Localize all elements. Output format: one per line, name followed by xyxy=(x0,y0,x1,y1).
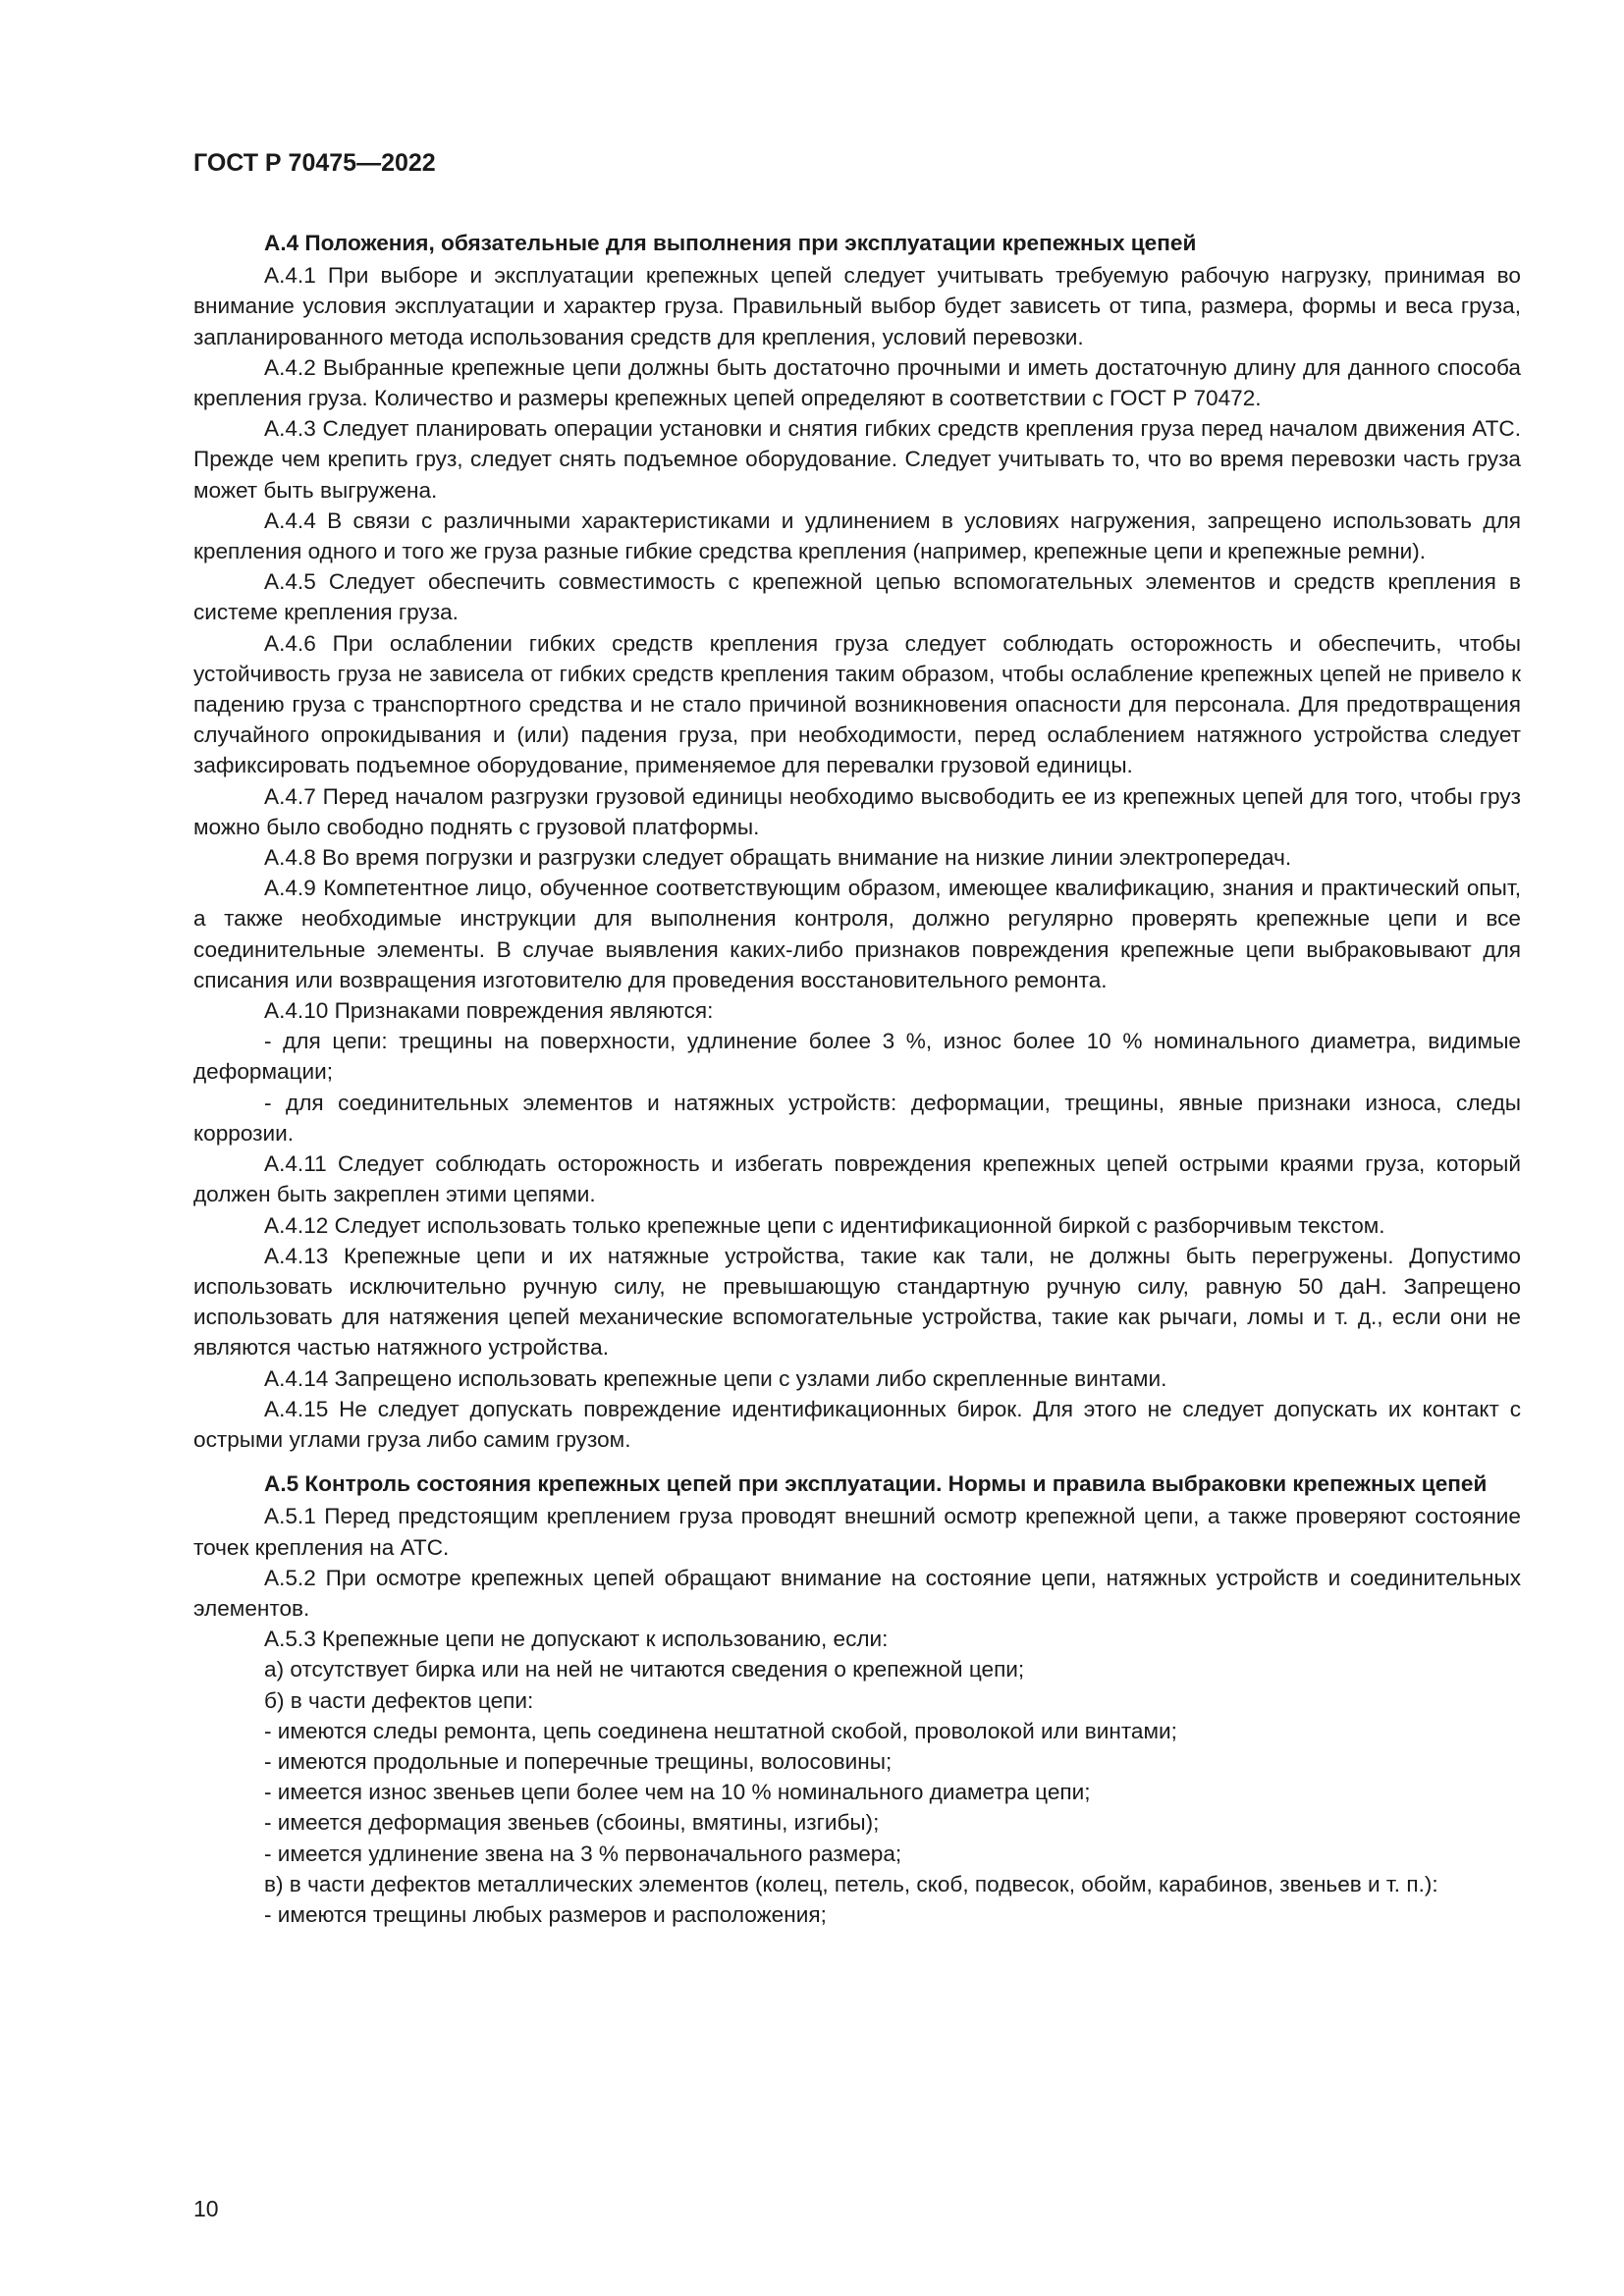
paragraph: А.5.1 Перед предстоящим креплением груза проводят внешний осмотр крепежной цепи, а также проверяют состояние точек крепления на АТС. xyxy=(193,1504,1521,1560)
list-item: а) отсутствует бирка или на ней не читаются сведения о крепежной цепи; xyxy=(264,1657,1025,1682)
paragraph: А.4.4 В связи с различными характеристиками и удлинением в условиях нагружения, запрещено использовать для крепления одного и того же груза разные гибкие средства крепления (например, крепежные цепи и крепежные ремни). xyxy=(193,507,1521,564)
paragraph: А.4.2 Выбранные крепежные цепи должны быть достаточно прочными и иметь достаточную длину для данного способа крепления груза. Количество и размеры крепежных цепей определяют в соответствии с ГОСТ Р 70472. xyxy=(193,354,1521,411)
list-item: - имеются трещины любых размеров и расположения; xyxy=(264,1901,827,1927)
list-item: - имеется удлинение звена на 3 % первоначального размера; xyxy=(264,1841,902,1866)
paragraph: А.4.12 Следует использовать только крепежные цепи с идентификационной биркой с разборчивым текстом. xyxy=(264,1212,1385,1238)
list-item: - для цепи: трещины на поверхности, удлинение более 3 %, износ более 10 % номинального диаметра, видимые деформации; xyxy=(193,1029,1521,1085)
paragraph: А.4.3 Следует планировать операции установки и снятия гибких средств крепления груза перед началом движения АТС. Прежде чем крепить груз, следует снять подъемное оборудование. Следует учитывать то, что во время перевозки часть груза может быть выгружена. xyxy=(193,416,1521,503)
list-item: - имеются продольные и поперечные трещины, волосовины; xyxy=(264,1748,893,1774)
section-heading: А.4 Положения, обязательные для выполнения при эксплуатации крепежных цепей xyxy=(264,231,1197,255)
paragraph: А.4.13 Крепежные цепи и их натяжные устройства, такие как тали, не должны быть перегружены. Допустимо использовать исключительно ручную силу, не превышающую стандартную ручную силу, равную 50 даН. Запрещено использовать для натяжения цепей механические вспомогательные устройства, такие как рычаги, ломы и т. д., если они не являются частью натяжного устройства. xyxy=(193,1243,1521,1361)
document-code: ГОСТ Р 70475—2022 xyxy=(193,149,436,177)
paragraph: А.5.3 Крепежные цепи не допускают к использованию, если: xyxy=(264,1627,889,1652)
paragraph: А.4.1 При выборе и эксплуатации крепежных цепей следует учитывать требуемую рабочую нагрузку, принимая во внимание условия эксплуатации и характер груза. Правильный выбор будет зависеть от типа, размера, формы и веса груза, запланированного метода использования средств для крепления, условий перевозки. xyxy=(193,263,1521,349)
list-item: - имеются следы ремонта, цепь соединена нештатной скобой, проволокой или винтами; xyxy=(264,1718,1177,1743)
page-number: 10 xyxy=(193,2196,219,2221)
list-item: - имеется износ звеньев цепи более чем на 10 % номинального диаметра цепи; xyxy=(264,1780,1091,1805)
list-item: б) в части дефектов цепи: xyxy=(264,1687,534,1713)
paragraph: А.4.6 При ослаблении гибких средств крепления груза следует соблюдать осторожность и обеспечить, чтобы устойчивость груза не зависела от гибких средств крепления таким образом, чтобы ослабление крепежных цепей не привело к падению груза с транспортного средства и не стало причиной возникновения опасности для персонала. Для предотвращения случайного опрокидывания и (или) падения груза, при необходимости, перед ослаблением натяжного устройства следует зафиксировать подъемное оборудование, применяемое для перевалки грузовой единицы. xyxy=(193,630,1521,778)
paragraph: А.5.2 При осмотре крепежных цепей обращают внимание на состояние цепи, натяжных устройств и соединительных элементов. xyxy=(193,1565,1521,1621)
list-item: в) в части дефектов металлических элементов (колец, петель, скоб, подвесок, обойм, карабинов, звеньев и т. п.): xyxy=(264,1871,1438,1896)
paragraph: А.4.8 Во время погрузки и разгрузки следует обращать внимание на низкие линии электропередач. xyxy=(264,845,1292,871)
paragraph: А.4.9 Компетентное лицо, обученное соответствующим образом, имеющее квалификацию, знания и практический опыт, а также необходимые инструкции для выполнения контроля, должно регулярно проверять крепежные цепи и все соединительные элементы. В случае выявления каких-либо признаков повреждения крепежные цепи выбраковывают для списания или возвращения изготовителю для проведения восстановительного ремонта. xyxy=(193,876,1521,992)
document-body xyxy=(193,228,1521,1930)
list-item: - для соединительных элементов и натяжных устройств: деформации, трещины, явные признаки износа, следы коррозии. xyxy=(193,1090,1521,1146)
paragraph: А.4.10 Признаками повреждения являются: xyxy=(264,998,714,1024)
paragraph: А.4.11 Следует соблюдать осторожность и избегать повреждения крепежных цепей острыми краями груза, который должен быть закреплен этими цепями. xyxy=(193,1151,1521,1207)
paragraph: А.4.15 Не следует допускать повреждение идентификационных бирок. Для этого не следует допускать их контакт с острыми углами груза либо самим грузом. xyxy=(193,1396,1521,1452)
paragraph: А.4.14 Запрещено использовать крепежные цепи с узлами либо скрепленные винтами. xyxy=(264,1365,1167,1391)
paragraph: А.4.7 Перед началом разгрузки грузовой единицы необходимо высвободить ее из крепежных цепей для того, чтобы груз можно было свободно поднять с грузовой платформы. xyxy=(193,783,1521,839)
section-heading: А.5 Контроль состояния крепежных цепей при эксплуатации. Нормы и правила выбраковки крепежных цепей xyxy=(264,1471,1488,1497)
paragraph: А.4.5 Следует обеспечить совместимость с крепежной цепью вспомогательных элементов и средств крепления в системе крепления груза. xyxy=(193,569,1521,625)
list-item: - имеется деформация звеньев (сбоины, вмятины, изгибы); xyxy=(264,1810,880,1836)
